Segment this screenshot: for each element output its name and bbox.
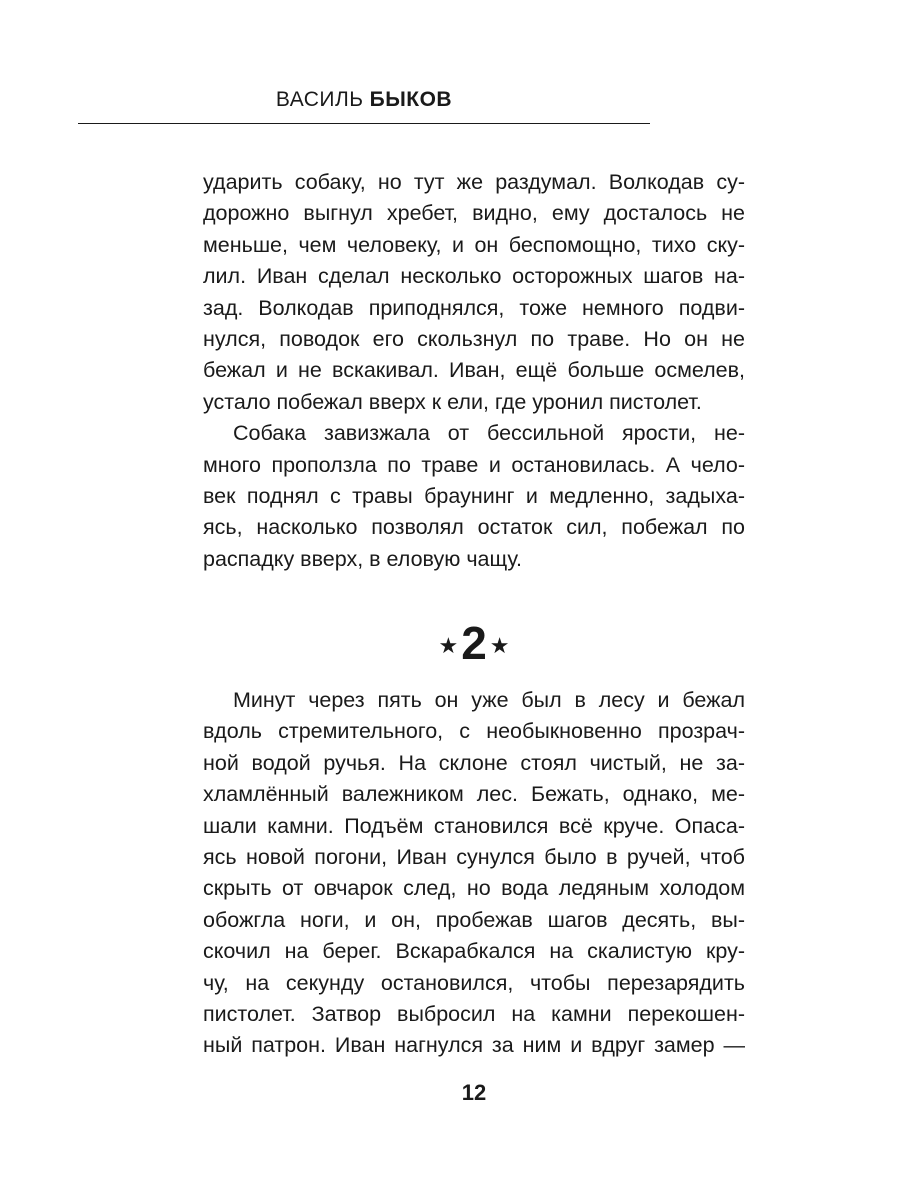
text-line: ударить собаку, но тут же раздумал. Волкодав су- bbox=[203, 170, 745, 194]
header-divider bbox=[78, 123, 650, 124]
text-line: зад. Волкодав приподнялся, тоже немного подви- bbox=[203, 295, 745, 320]
text-line: скрыть от овчарок след, но вода ледяным холодом bbox=[203, 876, 745, 901]
text-line: меньше, чем человеку, и он беспомощно, тихо ску- bbox=[203, 232, 745, 257]
text-line: вдоль стремительного, с необыкновенно прозрач- bbox=[203, 719, 745, 744]
text-line: нулся, поводок его скользнул по траве. Но он не bbox=[203, 326, 745, 351]
text-line: хламлённый валежником лес. Бежать, однако, ме- bbox=[203, 782, 745, 807]
text-line: шали камни. Подъём становился всё круче. Опаса- bbox=[203, 813, 745, 838]
body-text-section-1 bbox=[203, 167, 745, 575]
body-text-section-2 bbox=[203, 685, 745, 1062]
text-line: пистолет. Затвор выбросил на камни перекошен- bbox=[203, 1001, 745, 1026]
author-last-name: БЫКОВ bbox=[369, 88, 453, 111]
text-line: век поднял с травы браунинг и медленно, задыха- bbox=[203, 483, 745, 508]
page-number: 12 bbox=[461, 1080, 487, 1105]
text-line: ясь новой погони, Иван сунулся было в ручей, чтоб bbox=[203, 844, 745, 869]
text-line: Собака завизжала от бессильной ярости, не- bbox=[233, 421, 745, 446]
star-icon: ★ bbox=[489, 633, 510, 658]
chapter-number: 2 bbox=[461, 617, 487, 669]
running-head bbox=[78, 88, 650, 112]
text-line: скочил на берег. Вскарабкался на скалистую кру- bbox=[203, 939, 745, 964]
star-icon: ★ bbox=[438, 633, 459, 658]
text-line: чу, на секунду остановился, чтобы перезарядить bbox=[203, 970, 745, 995]
text-line: лил. Иван сделал несколько осторожных шагов на- bbox=[203, 264, 745, 289]
text-line: обожгла ноги, и он, пробежав шагов десять, вы- bbox=[203, 907, 745, 932]
text-line: устало побежал вверх к ели, где уронил пистолет. bbox=[203, 389, 702, 414]
chapter-heading bbox=[203, 618, 745, 671]
text-line: Минут через пять он уже был в лесу и бежал bbox=[233, 688, 745, 712]
text-line: распадку вверх, в еловую чащу. bbox=[203, 546, 522, 571]
text-line: бежал и не вскакивал. Иван, ещё больше осмелев, bbox=[203, 358, 745, 383]
text-line: ясь, насколько позволял остаток сил, побежал по bbox=[203, 515, 745, 540]
author-first-name: ВАСИЛЬ bbox=[275, 88, 364, 111]
text-line: ный патрон. Иван нагнулся за ним и вдруг замер — bbox=[203, 1033, 745, 1058]
text-line: дорожно выгнул хребет, видно, ему досталось не bbox=[203, 201, 745, 226]
text-line: много проползла по траве и остановилась. А чело- bbox=[203, 452, 745, 477]
text-line: ной водой ручья. На склоне стоял чистый, не за- bbox=[203, 750, 745, 775]
